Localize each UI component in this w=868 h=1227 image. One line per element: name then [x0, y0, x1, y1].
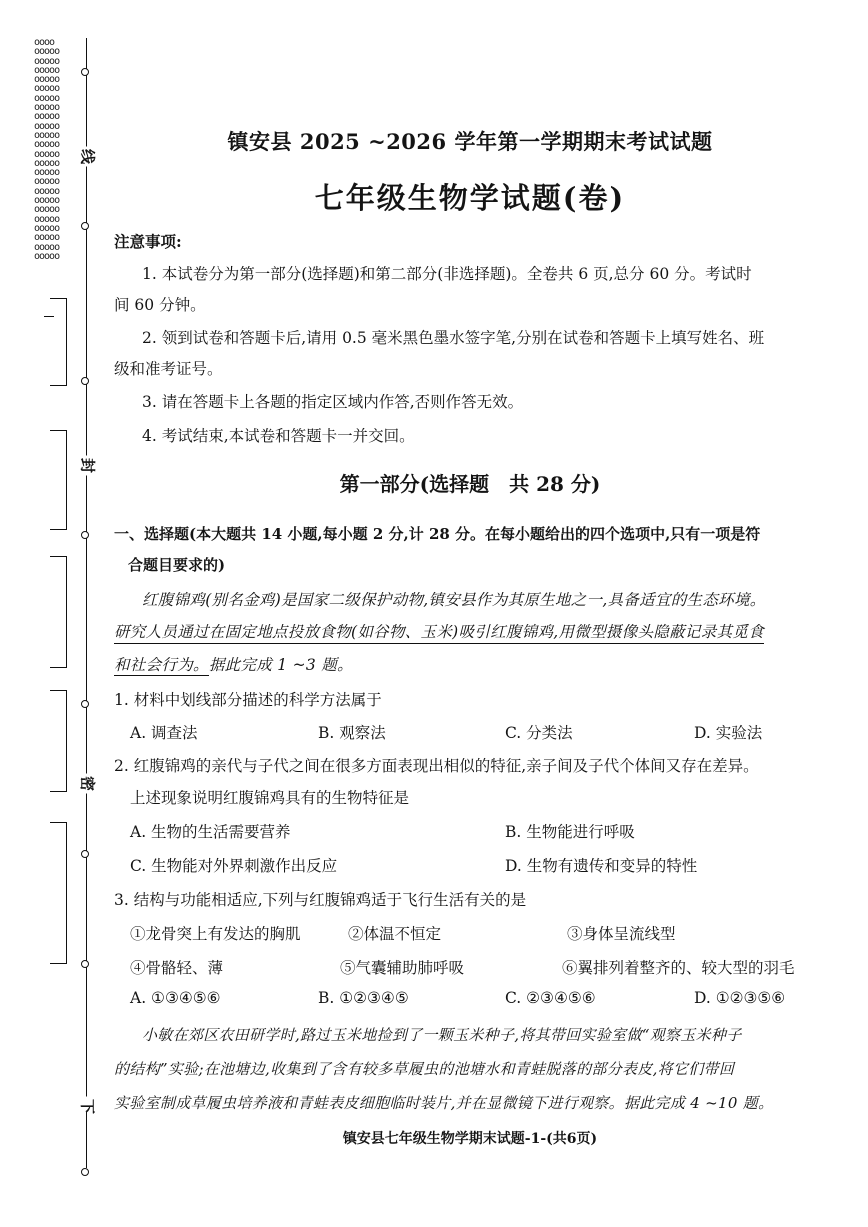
- question-1-stem: 1. 材料中划线部分描述的科学方法属于: [114, 691, 382, 709]
- question-3-option-b: B. ①②③④⑤: [318, 989, 409, 1007]
- material-paragraph-2-end: 实验室制成草履虫培养液和青蛙表皮细胞临时装片,并在显微镜下进行观察。据此完成 4 ~10 题。: [114, 1094, 774, 1112]
- info-field-tick: [44, 316, 54, 317]
- notice-item-4: 4. 考试结束,本试卷和答题卡一并交回。: [142, 427, 415, 445]
- notice-item-1: 1. 本试卷分为第一部分(选择题)和第二部分(非选择题)。全卷共 6 页,总分 60 分。考试时: [142, 265, 752, 283]
- question-3-statement-3: ③身体呈流线型: [567, 925, 676, 943]
- question-3-statement-2: ②体温不恒定: [348, 925, 442, 943]
- question-3-statement-5: ⑤气囊辅助肺呼吸: [340, 959, 465, 977]
- material-reference: 据此完成 1 ~3 题。: [208, 656, 353, 674]
- binding-line-lower: [86, 1112, 87, 1168]
- question-2-option-b: B. 生物能进行呼吸: [505, 823, 635, 841]
- material-paragraph-1: 红腹锦鸡(别名金鸡)是国家二级保护动物,镇安县作为其原生地之一,具备适宜的生态环境。: [142, 591, 766, 609]
- exam-subtitle: 七年级生物学试题(卷): [314, 181, 626, 215]
- question-1-option-a: A. 调查法: [130, 724, 198, 742]
- question-1-option-d: D. 实验法: [694, 724, 763, 742]
- question-2-option-c: C. 生物能对外界刺激作出反应: [130, 857, 338, 875]
- material-paragraph-1-end: [114, 653, 353, 675]
- exam-page: [112, 0, 832, 1227]
- binding-line: [86, 38, 87, 1098]
- material-paragraph-2-cont: 的结构”实验;在池塘边,收集到了含有较多草履虫的池塘水和青蛙脱落的部分表皮,将它们带回: [114, 1060, 735, 1078]
- binding-char-inside: 密: [78, 774, 99, 794]
- notice-item-3: 3. 请在答题卡上各题的指定区域内作答,否则作答无效。: [142, 393, 524, 411]
- info-field-bracket: [50, 690, 67, 792]
- question-3-statement-4: ④骨骼轻、薄: [130, 959, 224, 977]
- question-2-stem-cont: 上述现象说明红腹锦鸡具有的生物特征是: [130, 789, 410, 807]
- notice-item-1-cont: 间 60 分钟。: [114, 296, 206, 314]
- binding-char-bottom: 下: [78, 1097, 99, 1117]
- question-3-statement-1: ①龙骨突上有发达的胸肌: [130, 925, 301, 943]
- question-2-option-a: A. 生物的生活需要营养: [130, 823, 291, 841]
- binding-char-line: 线: [78, 147, 99, 167]
- info-field-bracket: [50, 430, 67, 530]
- binding-circle: [81, 960, 89, 968]
- info-field-bracket: [50, 298, 67, 386]
- question-3-option-a: A. ①③④⑤⑥: [130, 989, 221, 1007]
- binding-circle: [81, 850, 89, 858]
- notice-heading: 注意事项:: [114, 232, 182, 251]
- page-footer: 镇安县七年级生物学期末试题-1-(共6页): [342, 1131, 598, 1147]
- binding-circle: [81, 1168, 89, 1176]
- info-field-bracket: [50, 822, 67, 964]
- question-2-stem: 2. 红腹锦鸡的亲代与子代之间在很多方面表现出相似的特征,亲子间及子代个体间又存在差异。: [114, 757, 759, 775]
- binding-gutter: [0, 0, 110, 1227]
- exam-title: 镇安县 2025 ~2026 学年第一学期期末考试试题: [227, 129, 713, 154]
- binding-circle: [81, 700, 89, 708]
- material-underlined-text: 研究人员通过在固定地点投放食物(如谷物、玉米)吸引红腹锦鸡,用微型摄像头隐蔽记录其觅食: [114, 620, 764, 644]
- question-3-option-d: D. ①②③⑤⑥: [694, 989, 786, 1007]
- section-instructions: 一、选择题(本大题共 14 小题,每小题 2 分,计 28 分。在每小题给出的四个选项中,只有一项是符: [114, 525, 761, 543]
- binding-circle: [81, 222, 89, 230]
- question-2-option-d: D. 生物有遗传和变异的特性: [505, 857, 698, 875]
- question-1-option-b: B. 观察法: [318, 724, 386, 742]
- section-instructions-cont: 合题目要求的): [128, 556, 226, 574]
- question-1-option-c: C. 分类法: [505, 724, 573, 742]
- notice-item-2-cont: 级和准考证号。: [114, 360, 223, 378]
- notice-item-2: 2. 领到试卷和答题卡后,请用 0.5 毫米黑色墨水签字笔,分别在试卷和答题卡上填写姓名、班: [142, 329, 765, 347]
- part-one-title: 第一部分(选择题 共 28 分): [339, 472, 601, 496]
- binding-char-seal: 封: [78, 456, 99, 476]
- binding-circle: [81, 377, 89, 385]
- question-3-stem: 3. 结构与功能相适应,下列与红腹锦鸡适于飞行生活有关的是: [114, 891, 527, 909]
- binding-circle: [81, 531, 89, 539]
- binding-circle: [81, 68, 89, 76]
- dot-column: oooo ooooo ooooo ooooo ooooo ooooo ooooo ooooo ooooo ooooo ooooo ooooo ooooo ooooo ooooo ooooo ooooo ooooo ooooo ooooo ooooo ooooo ooooo ooooo: [34, 37, 60, 262]
- material-underlined-end: 和社会行为。: [114, 656, 209, 674]
- material-paragraph-2: 小敏在郊区农田研学时,路过玉米地捡到了一颗玉米种子,将其带回实验室做“观察玉米种子: [142, 1026, 742, 1044]
- info-field-bracket: [50, 556, 67, 668]
- question-3-option-c: C. ②③④⑤⑥: [505, 989, 596, 1007]
- question-3-statement-6: ⑥翼排列着整齐的、较大型的羽毛: [562, 959, 795, 977]
